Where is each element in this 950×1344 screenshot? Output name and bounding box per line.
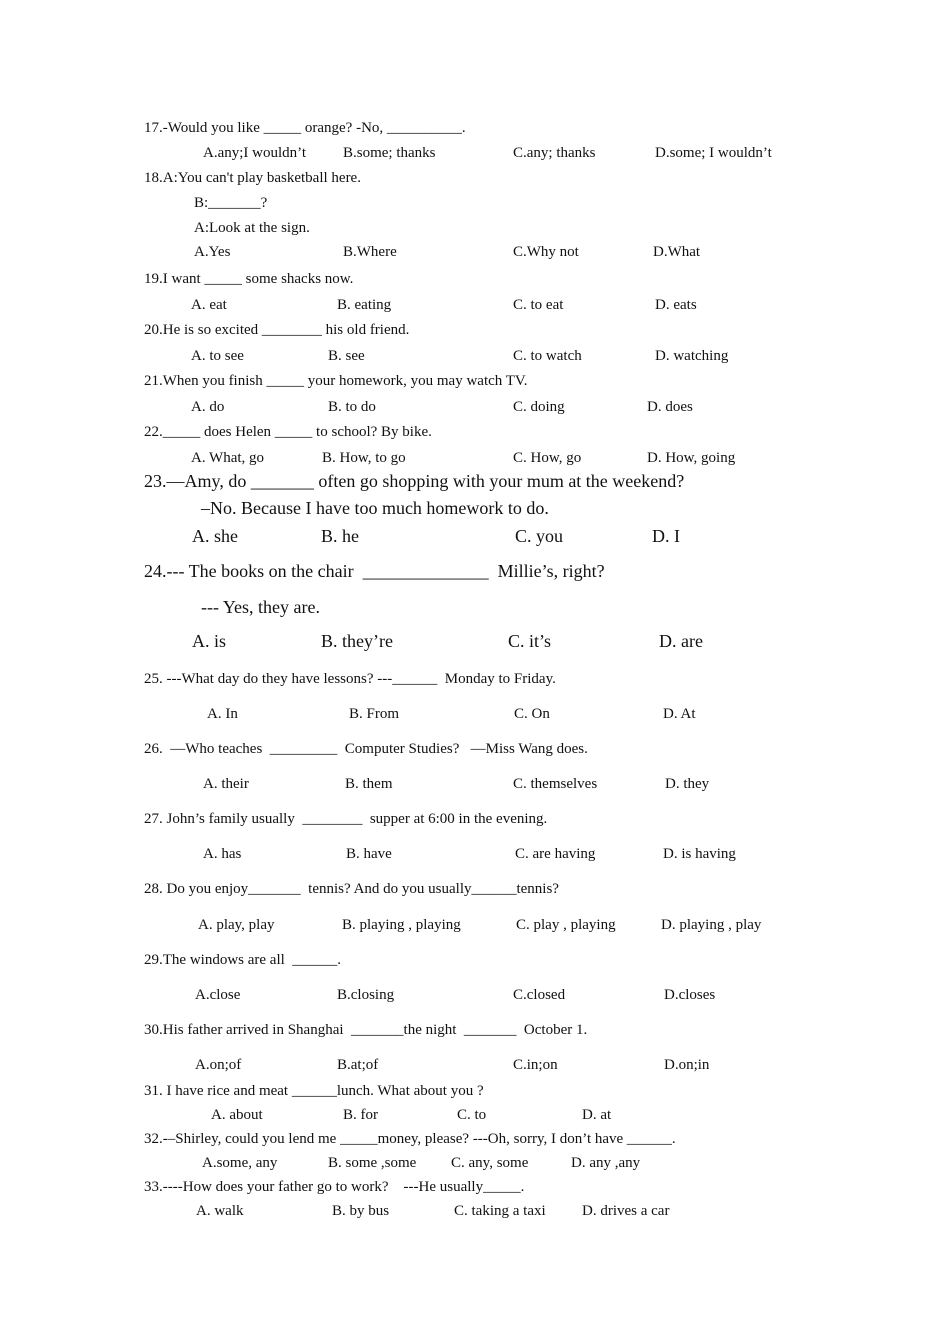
- question-32-option-b: B. some ,some: [328, 1155, 417, 1171]
- question-31-option-b: B. for: [343, 1107, 378, 1123]
- question-33-option-c: C. taking a taxi: [454, 1203, 546, 1219]
- question-33-stem: 33.----How does your father go to work? ---He usually_____.: [144, 1179, 525, 1195]
- question-27-option-b: B. have: [346, 846, 392, 862]
- question-18-option-d: D.What: [653, 244, 701, 260]
- question-30-option-a: A.on;of: [195, 1057, 242, 1073]
- question-30-option-b: B.at;of: [337, 1057, 379, 1073]
- question-28-stem: 28. Do you enjoy_______ tennis? And do you usually______tennis?: [144, 881, 559, 897]
- question-20-option-d: D. watching: [655, 348, 729, 364]
- question-22-option-d: D. How, going: [647, 450, 736, 466]
- question-29-option-d: D.closes: [664, 987, 716, 1003]
- question-28-option-b: B. playing , playing: [342, 917, 461, 933]
- question-18-line-1: B:_______?: [194, 195, 268, 211]
- question-32-stem: 32.-–Shirley, could you lend me _____money, please? ---Oh, sorry, I don’t have ______.: [144, 1131, 676, 1147]
- question-17-option-a: A.any;I wouldn’t: [203, 145, 307, 161]
- question-21-option-d: D. does: [647, 399, 693, 415]
- question-18-stem: 18.A:You can't play basketball here.: [144, 170, 361, 186]
- question-32-option-a: A.some, any: [202, 1155, 278, 1171]
- question-28-option-c: C. play , playing: [516, 917, 616, 933]
- question-22-option-a: A. What, go: [191, 450, 265, 466]
- question-17-stem: 17.-Would you like _____ orange? -No, __________.: [144, 120, 466, 136]
- question-19-option-a: A. eat: [191, 297, 227, 313]
- question-18-option-c: C.Why not: [513, 244, 579, 260]
- question-30-option-c: C.in;on: [513, 1057, 558, 1073]
- question-26-option-c: C. themselves: [513, 776, 598, 792]
- question-31-option-a: A. about: [211, 1107, 263, 1123]
- question-33-option-a: A. walk: [196, 1203, 244, 1219]
- question-20-stem: 20.He is so excited ________ his old friend.: [144, 322, 410, 338]
- question-29-option-c: C.closed: [513, 987, 566, 1003]
- question-25-option-d: D. At: [663, 706, 696, 722]
- question-27-stem: 27. John’s family usually ________ supper at 6:00 in the evening.: [144, 811, 548, 827]
- question-32-option-c: C. any, some: [451, 1155, 529, 1171]
- question-29-option-b: B.closing: [337, 987, 395, 1003]
- question-18-option-b: B.Where: [343, 244, 397, 260]
- question-33-option-b: B. by bus: [332, 1203, 390, 1219]
- question-31-stem: 31. I have rice and meat ______lunch. What about you ?: [144, 1083, 484, 1099]
- question-26-option-b: B. them: [345, 776, 393, 792]
- question-20-option-a: A. to see: [191, 348, 244, 364]
- question-31-option-c: C. to: [457, 1107, 487, 1123]
- question-27-option-c: C. are having: [515, 846, 596, 862]
- question-23-option-a: A. she: [192, 526, 238, 546]
- question-29-option-a: A.close: [195, 987, 241, 1003]
- question-22-option-c: C. How, go: [513, 450, 582, 466]
- question-17-option-b: B.some; thanks: [343, 145, 436, 161]
- question-27-option-d: D. is having: [663, 846, 736, 862]
- question-27-option-a: A. has: [203, 846, 242, 862]
- question-28-option-a: A. play, play: [198, 917, 275, 933]
- question-24-option-a: A. is: [192, 631, 227, 651]
- question-30-option-d: D.on;in: [664, 1057, 710, 1073]
- question-21-stem: 21.When you finish _____ your homework, you may watch TV.: [144, 373, 528, 389]
- question-19-option-c: C. to eat: [513, 297, 564, 313]
- question-24-option-b: B. they’re: [321, 631, 393, 651]
- question-33-option-d: D. drives a car: [582, 1203, 670, 1219]
- question-23-option-c: C. you: [515, 526, 564, 546]
- question-19-stem: 19.I want _____ some shacks now.: [144, 271, 354, 287]
- question-29-stem: 29.The windows are all ______.: [144, 952, 342, 968]
- question-32-option-d: D. any ,any: [571, 1155, 641, 1171]
- question-23-stem: 23.—Amy, do _______ often go shopping with your mum at the weekend?: [144, 471, 685, 491]
- question-22-stem: 22._____ does Helen _____ to school? By bike.: [144, 424, 432, 440]
- question-18-line-2: A:Look at the sign.: [194, 220, 310, 236]
- question-24-line-1: --- Yes, they are.: [201, 597, 320, 617]
- question-23-line-1: –No. Because I have too much homework to do.: [201, 498, 549, 518]
- question-17-option-d: D.some; I wouldn’t: [655, 145, 772, 161]
- question-24-option-d: D. are: [659, 631, 703, 651]
- question-23-option-d: D. I: [652, 526, 680, 546]
- question-26-option-d: D. they: [665, 776, 710, 792]
- question-25-stem: 25. ---What day do they have lessons? ---______ Monday to Friday.: [144, 671, 556, 687]
- question-21-option-a: A. do: [191, 399, 225, 415]
- question-19-option-d: D. eats: [655, 297, 697, 313]
- question-17-option-c: C.any; thanks: [513, 145, 596, 161]
- question-19-option-b: B. eating: [337, 297, 392, 313]
- question-21-option-b: B. to do: [328, 399, 376, 415]
- question-20-option-b: B. see: [328, 348, 365, 364]
- question-24-stem: 24.--- The books on the chair ______________ Millie’s, right?: [144, 561, 605, 581]
- question-20-option-c: C. to watch: [513, 348, 582, 364]
- question-22-option-b: B. How, to go: [322, 450, 406, 466]
- question-30-stem: 30.His father arrived in Shanghai _______the night _______ October 1.: [144, 1022, 588, 1038]
- question-25-option-b: B. From: [349, 706, 400, 722]
- question-31-option-d: D. at: [582, 1107, 612, 1123]
- question-25-option-c: C. On: [514, 706, 550, 722]
- question-26-stem: 26. —Who teaches _________ Computer Studies? —Miss Wang does.: [144, 741, 588, 757]
- question-28-option-d: D. playing , play: [661, 917, 762, 933]
- question-21-option-c: C. doing: [513, 399, 565, 415]
- question-26-option-a: A. their: [203, 776, 249, 792]
- question-24-option-c: C. it’s: [508, 631, 552, 651]
- question-23-option-b: B. he: [321, 526, 359, 546]
- question-18-option-a: A.Yes: [194, 244, 231, 260]
- question-25-option-a: A. In: [207, 706, 238, 722]
